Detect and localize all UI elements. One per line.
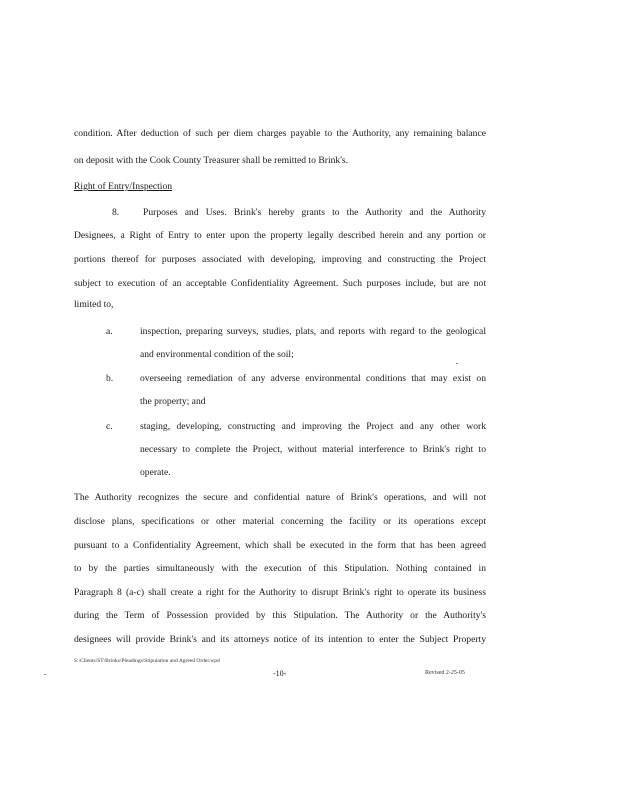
scan-speck: [456, 363, 458, 364]
revision-date: Revised 2-25-05: [425, 670, 465, 676]
paragraph-line: Designees, a Right of Entry to enter upon the property legally described herein and any portion or: [74, 230, 486, 241]
paragraph-line: subject to execution of an acceptable Confidentiality Agreement. Such purposes include, but are not: [74, 278, 486, 289]
body-line: designees will provide Brink's and its attorneys notice of its intention to enter the Subject Property: [74, 634, 486, 645]
page-number: -10-: [273, 669, 287, 678]
list-item-line: inspection, preparing surveys, studies, plats, and reports with regard to the geological: [140, 326, 486, 337]
body-line: Paragraph 8 (a-c) shall create a right for the Authority to disrupt Brink's right to operate its business: [74, 587, 486, 598]
paragraph-line: limited to,: [74, 299, 114, 310]
list-item-line: necessary to complete the Project, without material interference to Brink's right to: [140, 444, 486, 455]
body-line: to by the parties simultaneously with the execution of this Stipulation. Nothing contained in: [74, 563, 486, 574]
list-item-line: the property; and: [140, 396, 206, 407]
list-item-line: staging, developing, constructing and improving the Project and any other work: [140, 421, 486, 432]
body-line: condition. After deduction of such per diem charges payable to the Authority, any remaining balance: [74, 128, 486, 139]
body-line: during the Term of Possession provided by this Stipulation. The Authority or the Authority's: [74, 610, 486, 621]
list-item-label: c.: [106, 421, 113, 432]
list-item-line: operate.: [140, 467, 171, 478]
body-line: The Authority recognizes the secure and confidential nature of Brink's operations, and will not: [74, 492, 486, 503]
body-line: on deposit with the Cook County Treasurer shall be remitted to Brink's.: [74, 155, 349, 166]
body-line: disclose plans, specifications or other material concerning the facility or its operations except: [74, 516, 486, 527]
footer-file-path: S:\Clients\ST\Brinks\Pleadings\Stipulation and Agreed Order.wpd: [74, 658, 220, 664]
list-item-line: overseeing remediation of any adverse environmental conditions that may exist on: [140, 373, 486, 384]
paragraph-line: portions thereof for purposes associated with developing, improving and constructing the Project: [74, 254, 486, 265]
paragraph-line: Purposes and Uses. Brink's hereby grants to the Authority and the Authority: [143, 207, 486, 218]
scan-speck: [44, 674, 46, 675]
section-number: 8.: [112, 207, 120, 218]
list-item-line: and environmental condition of the soil;: [140, 349, 294, 360]
list-item-label: a.: [106, 326, 113, 337]
body-line: pursuant to a Confidentiality Agreement, which shall be executed in the form that has been agreed: [74, 540, 486, 551]
section-heading: Right of Entry/Inspection: [74, 181, 173, 192]
list-item-label: b.: [106, 373, 114, 384]
